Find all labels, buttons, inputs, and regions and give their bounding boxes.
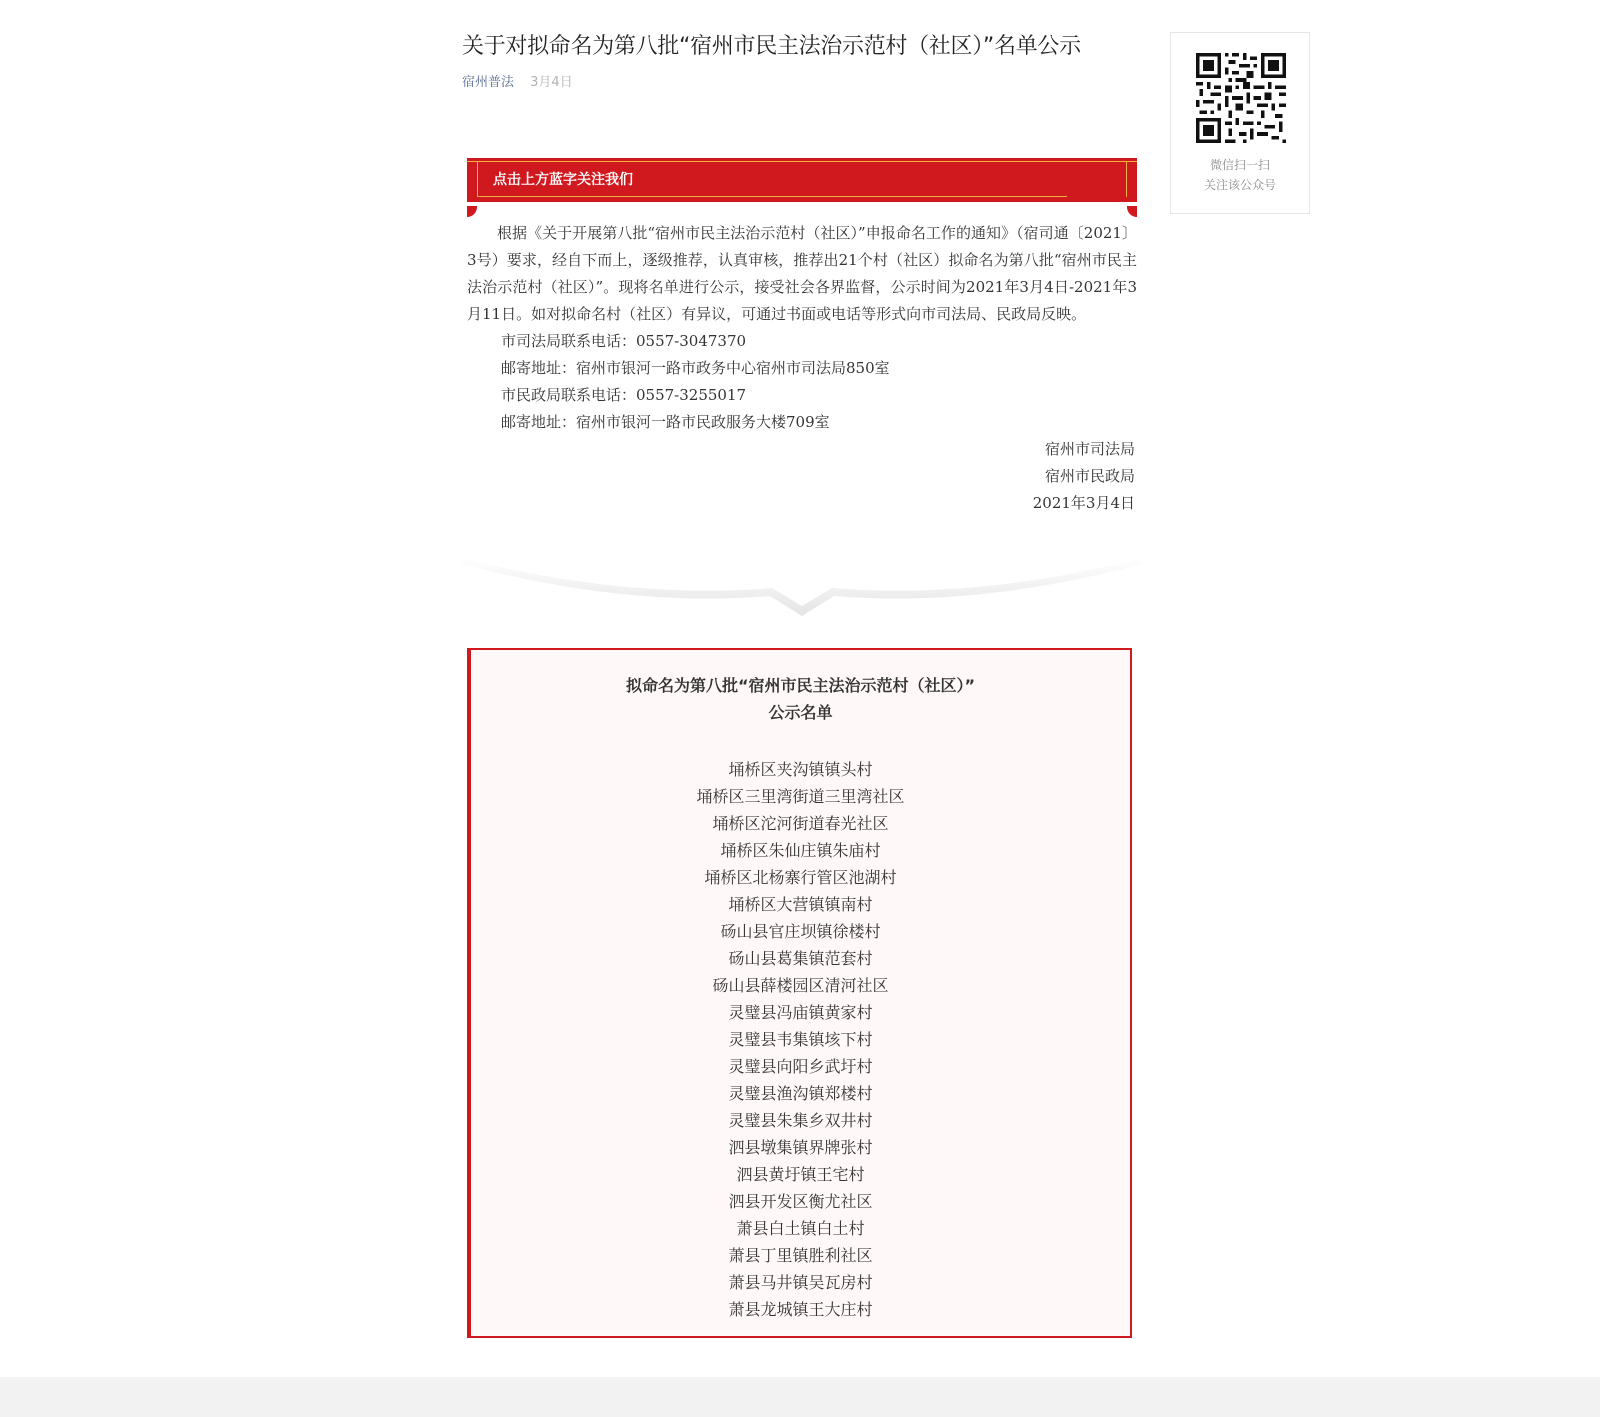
banner-border-left [477,161,478,197]
wave-divider [462,550,1142,620]
qr-code-icon [1196,53,1286,143]
list-item: 砀山县薛楼园区清河社区 [712,976,889,995]
qr-caption-line2: 关注该公众号 [1203,178,1276,192]
contact-justice-phone: 市司法局联系电话：0557-3047370 [501,332,747,350]
list-item: 灵璧县冯庙镇黄家村 [728,1003,873,1022]
list-item: 灵璧县向阳乡武圩村 [728,1057,873,1076]
list-item: 埇桥区北杨寨行管区池湖村 [704,868,897,887]
contact-civil-address: 邮寄地址：宿州市银河一路市民政服务大楼709室 [501,413,830,431]
article-meta [462,74,1139,92]
list-title-line2: 公示名单 [768,703,833,722]
list-item: 灵璧县韦集镇垓下村 [728,1030,873,1049]
banner-background [467,158,1137,202]
list-title-line1: 拟命名为第八批“宿州市民主法治示范村（社区）” [625,676,976,695]
nominee-list [471,756,1130,1323]
article-body [467,220,1137,517]
banner-border-bottom [477,196,1067,197]
banner-curl-right [1127,206,1137,217]
list-item: 埇桥区夹沟镇镇头村 [728,760,873,779]
list-item: 泗县开发区衡尤社区 [728,1192,873,1211]
list-item: 埇桥区沱河街道春光社区 [712,814,889,833]
list-item: 萧县龙城镇王大庄村 [728,1300,873,1319]
list-item: 萧县丁里镇胜利社区 [728,1246,873,1265]
list-item: 埇桥区大营镇镇南村 [728,895,873,914]
list-item: 砀山县葛集镇范套村 [728,949,873,968]
contact-civil-phone: 市民政局联系电话：0557-3255017 [501,386,747,404]
list-item: 灵璧县朱集乡双井村 [728,1111,873,1130]
qr-caption-line1: 微信扫一扫 [1209,158,1270,172]
follow-banner[interactable] [467,158,1137,220]
article-title: 关于对拟命名为第八批“宿州市民主法治示范村（社区）”名单公示 [462,34,1081,59]
list-item: 泗县黄圩镇王宅村 [736,1165,865,1184]
qr-follow-panel [1170,32,1310,214]
page-footer-bar [0,1377,1600,1417]
list-item: 埇桥区朱仙庄镇朱庙村 [720,841,881,860]
list-item: 灵璧县渔沟镇郑楼村 [728,1084,873,1103]
list-item: 砀山县官庄坝镇徐楼村 [720,922,881,941]
signature-civil-bureau: 宿州市民政局 [1044,467,1135,485]
article [462,30,1139,1319]
banner-border-top [467,161,1137,162]
list-item: 萧县马井镇吴瓦房村 [728,1273,873,1292]
signature-date: 2021年3月4日 [1032,494,1135,512]
follow-banner-text[interactable]: 点击上方蓝字关注我们 [493,172,633,188]
list-item: 泗县墩集镇界牌张村 [728,1138,873,1157]
body-paragraph: 根据《关于开展第八批“宿州市民主法治示范村（社区）”申报命名工作的通知》（宿司通〔2021〕3号）要求，经自下而上，逐级推荐，认真审核，推荐出21个村（社区）拟命名为第八批“宿州市民主法治示范村（社区）”。现将名单进行公示，接受社会各界监督，公示时间为2021年3月4日-2021年3月11日。如对拟命名村（社区）有异议，可通过书面或电话等形式向市司法局、民政局反映。 [467,224,1137,323]
signature-justice-bureau: 宿州市司法局 [1044,440,1135,458]
banner-curl-left [467,206,477,217]
list-title [471,672,1130,726]
list-item: 埇桥区三里湾街道三里湾社区 [696,787,905,806]
account-name-link[interactable]: 宿州普法 [462,75,515,90]
publish-date: 3月4日 [530,75,573,90]
nominee-list-box [467,648,1132,1338]
banner-border-right [1126,161,1127,197]
list-item: 萧县白土镇白土村 [736,1219,865,1238]
contact-justice-address: 邮寄地址：宿州市银河一路市政务中心宿州市司法局850室 [501,359,890,377]
